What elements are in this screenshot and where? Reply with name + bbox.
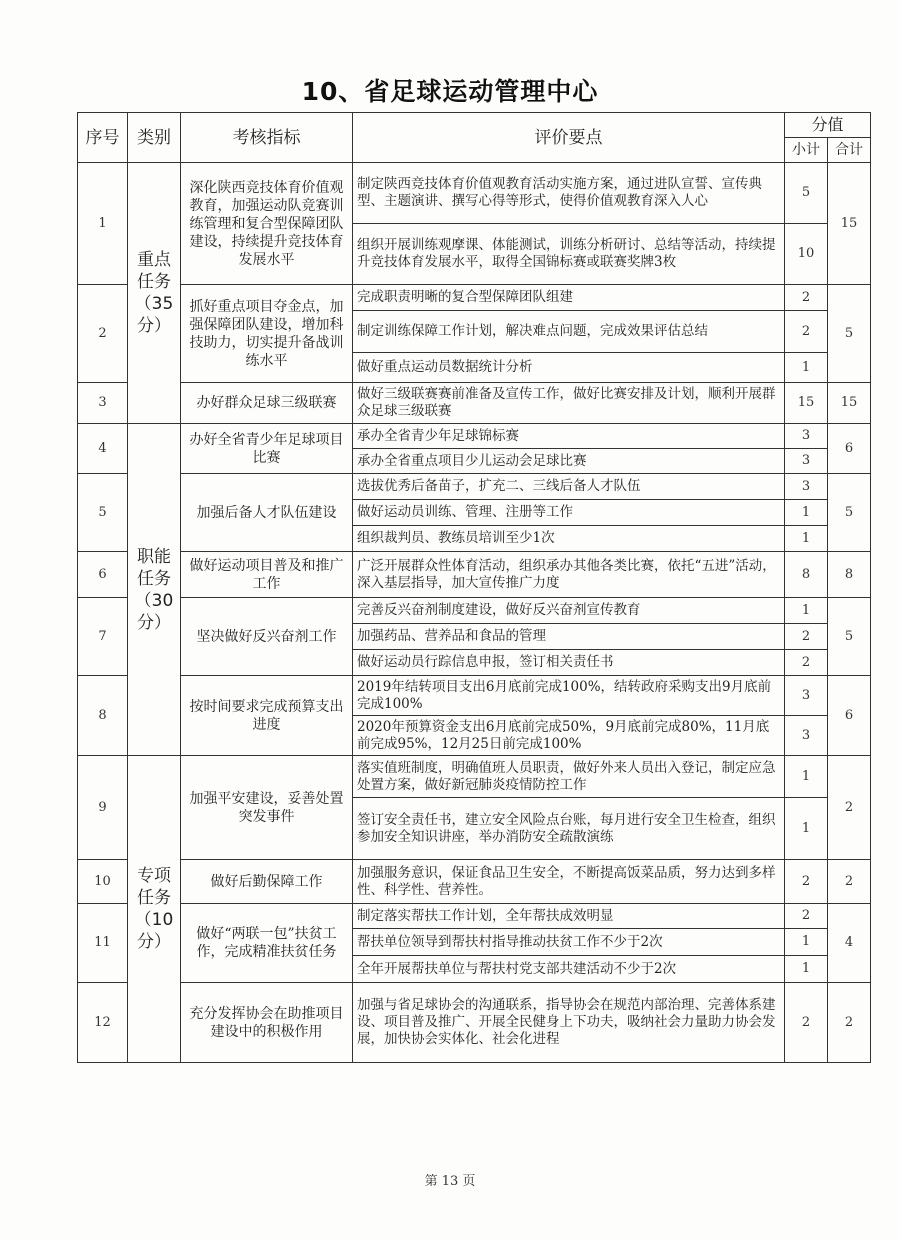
row-seq: 4 (78, 424, 128, 474)
evaluation-point: 选拔优秀后备苗子，扩充二、三线后备人才队伍 (353, 474, 785, 500)
subtotal-score: 8 (785, 552, 828, 598)
evaluation-point: 帮扶单位领导到帮扶村指导推动扶贫工作不少于2次 (353, 929, 785, 956)
indicator-cell: 深化陕西竞技体育价值观教育，加强运动队竞赛训练管理和复合型保障团队建设，持续提升竞技体育发展水平 (181, 163, 353, 285)
indicator-cell: 按时间要求完成预算支出进度 (181, 676, 353, 756)
subtotal-score: 5 (785, 163, 828, 224)
header-subtotal: 小计 (785, 138, 828, 163)
subtotal-score: 2 (785, 624, 828, 650)
indicator-cell: 做好“两联一包”扶贫工作，完成精准扶贫任务 (181, 904, 353, 983)
indicator-cell: 做好运动项目普及和推广工作 (181, 552, 353, 598)
total-score: 5 (828, 474, 871, 552)
evaluation-point: 制定落实帮扶工作计划，全年帮扶成效明显 (353, 904, 785, 929)
evaluation-point: 制定训练保障工作计划，解决难点问题，完成效果评估总结 (353, 311, 785, 353)
row-seq: 6 (78, 552, 128, 598)
evaluation-point: 承办全省青少年足球锦标赛 (353, 424, 785, 449)
header-seq: 序号 (78, 113, 128, 163)
subtotal-score: 1 (785, 956, 828, 983)
subtotal-score: 15 (785, 383, 828, 424)
page-number: 第 13 页 (424, 1174, 476, 1189)
indicator-cell: 坚决做好反兴奋剂工作 (181, 598, 353, 676)
subtotal-score: 1 (785, 526, 828, 552)
evaluation-point: 承办全省重点项目少儿运动会足球比赛 (353, 449, 785, 474)
evaluation-point: 完成职责明晰的复合型保障团队组建 (353, 285, 785, 311)
category-special-tasks: 专项任务（10分） (128, 756, 181, 1063)
total-score: 4 (828, 904, 871, 983)
header-total: 合计 (828, 138, 871, 163)
total-score: 5 (828, 285, 871, 383)
subtotal-score: 3 (785, 716, 828, 756)
evaluation-point: 做好运动员训练、管理、注册等工作 (353, 500, 785, 526)
category-function-tasks: 职能任务（30分） (128, 424, 181, 756)
indicator-cell: 充分发挥协会在助推项目建设中的积极作用 (181, 983, 353, 1063)
subtotal-score: 1 (785, 500, 828, 526)
subtotal-score: 1 (785, 598, 828, 624)
subtotal-score: 10 (785, 224, 828, 285)
evaluation-point: 2019年结转项目支出6月底前完成100%，结转政府采购支出9月底前完成100% (353, 676, 785, 716)
total-score: 6 (828, 424, 871, 474)
evaluation-point: 做好三级联赛赛前准备及宣传工作，做好比赛安排及计划，顺利开展群众足球三级联赛 (353, 383, 785, 424)
row-seq: 5 (78, 474, 128, 552)
indicator-cell: 抓好重点项目夺金点，加强保障团队建设，增加科技助力，切实提升备战训练水平 (181, 285, 353, 383)
row-seq: 3 (78, 383, 128, 424)
evaluation-point: 做好运动员行踪信息申报，签订相关责任书 (353, 650, 785, 676)
total-score: 15 (828, 383, 871, 424)
total-score: 6 (828, 676, 871, 756)
indicator-cell: 做好后勤保障工作 (181, 860, 353, 904)
subtotal-score: 2 (785, 860, 828, 904)
header-score: 分值 (785, 113, 871, 138)
indicator-cell: 办好群众足球三级联赛 (181, 383, 353, 424)
row-seq: 12 (78, 983, 128, 1063)
evaluation-point: 加强药品、营养品和食品的管理 (353, 624, 785, 650)
subtotal-score: 3 (785, 474, 828, 500)
subtotal-score: 2 (785, 650, 828, 676)
subtotal-score: 2 (785, 311, 828, 353)
subtotal-score: 3 (785, 449, 828, 474)
subtotal-score: 2 (785, 285, 828, 311)
row-seq: 2 (78, 285, 128, 383)
evaluation-point: 组织裁判员、教练员培训至少1次 (353, 526, 785, 552)
indicator-cell: 加强平安建设，妥善处置突发事件 (181, 756, 353, 860)
subtotal-score: 1 (785, 798, 828, 860)
row-seq: 7 (78, 598, 128, 676)
subtotal-score: 2 (785, 904, 828, 929)
total-score: 8 (828, 552, 871, 598)
subtotal-score: 3 (785, 424, 828, 449)
evaluation-point: 做好重点运动员数据统计分析 (353, 353, 785, 383)
page-title: 10、省足球运动管理中心 (301, 77, 599, 106)
row-seq: 9 (78, 756, 128, 860)
category-key-tasks: 重点任务（35分） (128, 163, 181, 424)
row-seq: 11 (78, 904, 128, 983)
total-score: 2 (828, 756, 871, 860)
evaluation-point: 制定陕西竞技体育价值观教育活动实施方案，通过进队宣誓、宣传典型、主题演讲、撰写心得等形式，使得价值观教育深入人心 (353, 163, 785, 224)
assessment-table (77, 112, 871, 1063)
header-indicator: 考核指标 (181, 113, 353, 163)
evaluation-point: 完善反兴奋剂制度建设，做好反兴奋剂宣传教育 (353, 598, 785, 624)
evaluation-point: 组织开展训练观摩课、体能测试，训练分析研讨、总结等活动，持续提升竞技体育发展水平，取得全国锦标赛或联赛奖牌3枚 (353, 224, 785, 285)
subtotal-score: 2 (785, 983, 828, 1063)
row-seq: 1 (78, 163, 128, 285)
evaluation-point: 2020年预算资金支出6月底前完成50%，9月底前完成80%，11月底前完成95%，12月25日前完成100% (353, 716, 785, 756)
row-seq: 10 (78, 860, 128, 904)
total-score: 2 (828, 860, 871, 904)
row-seq: 8 (78, 676, 128, 756)
total-score: 15 (828, 163, 871, 285)
subtotal-score: 1 (785, 929, 828, 956)
evaluation-point: 签订安全责任书，建立安全风险点台账，每月进行安全卫生检查，组织参加安全知识讲座，举办消防安全疏散演练 (353, 798, 785, 860)
header-category: 类别 (128, 113, 181, 163)
indicator-cell: 办好全省青少年足球项目比赛 (181, 424, 353, 474)
evaluation-point: 广泛开展群众性体育活动，组织承办其他各类比赛，依托“五进”活动，深入基层指导，加大宣传推广力度 (353, 552, 785, 598)
total-score: 2 (828, 983, 871, 1063)
evaluation-point: 加强服务意识，保证食品卫生安全，不断提高饭菜品质，努力达到多样性、科学性、营养性。 (353, 860, 785, 904)
subtotal-score: 3 (785, 676, 828, 716)
subtotal-score: 1 (785, 756, 828, 798)
indicator-cell: 加强后备人才队伍建设 (181, 474, 353, 552)
evaluation-point: 全年开展帮扶单位与帮扶村党支部共建活动不少于2次 (353, 956, 785, 983)
total-score: 5 (828, 598, 871, 676)
subtotal-score: 1 (785, 353, 828, 383)
evaluation-point: 加强与省足球协会的沟通联系，指导协会在规范内部治理、完善体系建设、项目普及推广、开展全民健身上下功夫，吸纳社会力量助力协会发展，加快协会实体化、社会化进程 (353, 983, 785, 1063)
header-points: 评价要点 (353, 113, 785, 163)
evaluation-point: 落实值班制度，明确值班人员职责，做好外来人员出入登记，制定应急处置方案，做好新冠肺炎疫情防控工作 (353, 756, 785, 798)
